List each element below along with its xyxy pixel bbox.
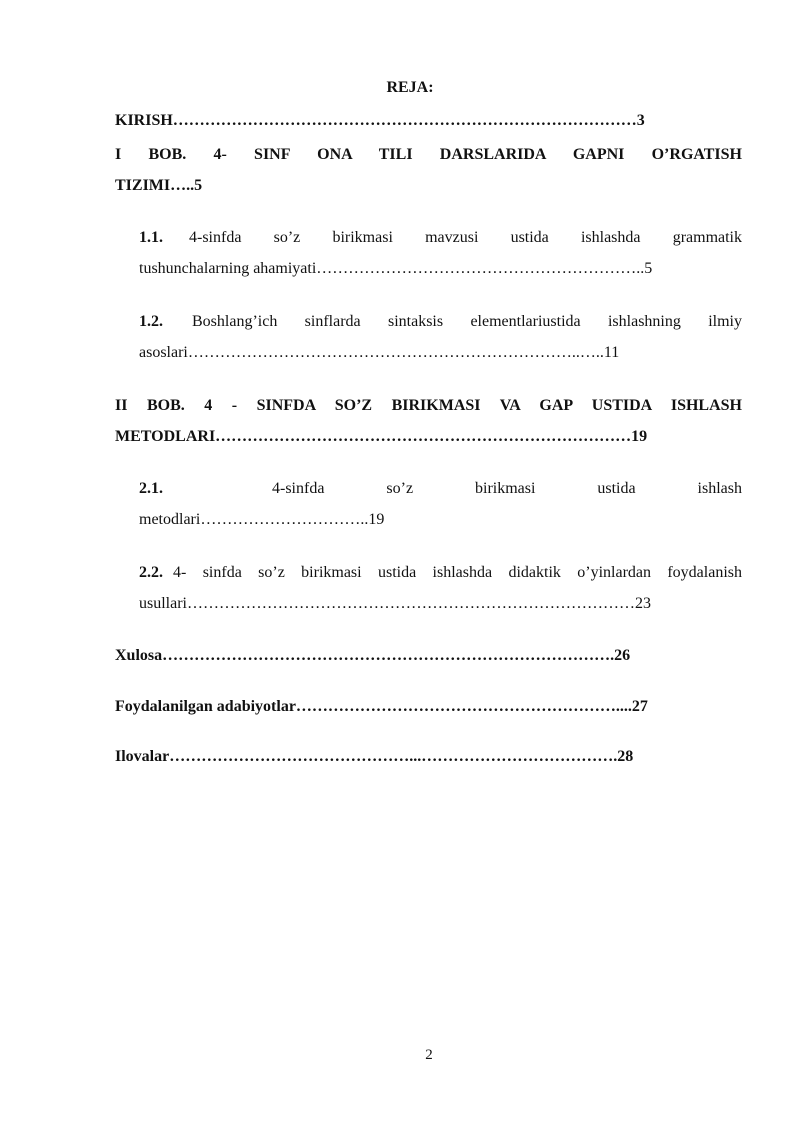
toc-entry-1-1-line2: tushunchalarning ahamiyati……………………………………………………..5 bbox=[139, 260, 653, 277]
toc-entry-1-2-line2: asoslari………………………………………………………………..…..11 bbox=[139, 344, 620, 361]
toc-entry-2-1-line2: metodlari…………………………..19 bbox=[139, 511, 385, 528]
toc-entry-kirish: KIRISH……………………………………………………………………………3 bbox=[115, 112, 645, 129]
toc-entry-ilovalar: Ilovalar………………………………………...……………………………….28 bbox=[115, 748, 634, 765]
toc-entry-2-1-line1: 4-sinfda so’z birikmasi ustida ishlash bbox=[272, 480, 742, 497]
toc-entry-2-2-number: 2.2. bbox=[139, 564, 163, 581]
page-title: REJA: bbox=[386, 79, 434, 96]
toc-entry-2-1-number: 2.1. bbox=[139, 480, 163, 497]
toc-entry-2-2-line1: 4- sinfda so’z birikmasi ustida ishlashda didaktik o’yinlardan foydalanish bbox=[173, 564, 742, 581]
page-number: 2 bbox=[425, 1047, 433, 1063]
toc-entry-bob1-line2: TIZIMI…..5 bbox=[115, 177, 203, 194]
toc-entry-adabiyotlar: Foydalanilgan adabiyotlar……………………………………………………....27 bbox=[115, 698, 648, 715]
toc-entry-bob1-line1: I BOB. 4- SINF ONA TILI DARSLARIDA GAPNI O’RGATISH bbox=[115, 146, 742, 163]
toc-entry-xulosa: Xulosa………………………………………………………………………….26 bbox=[115, 647, 631, 664]
toc-entry-bob2-line1: II BOB. 4 - SINFDA SO’Z BIRIKMASI VA GAP USTIDA ISHLASH bbox=[115, 397, 742, 414]
toc-entry-1-1-line1: 4-sinfda so’z birikmasi mavzusi ustida ishlashda grammatik bbox=[189, 229, 742, 246]
toc-entry-2-2-line2: usullari…………………………………………………………………………23 bbox=[139, 595, 651, 612]
toc-entry-bob2-line2: METODLARI……………………………………………………………………19 bbox=[115, 428, 648, 445]
toc-entry-1-2-line1: Boshlang’ich sinflarda sintaksis elementlariustida ishlashning ilmiy bbox=[192, 313, 742, 330]
toc-entry-1-2-number: 1.2. bbox=[139, 313, 163, 330]
toc-entry-1-1-number: 1.1. bbox=[139, 229, 163, 246]
